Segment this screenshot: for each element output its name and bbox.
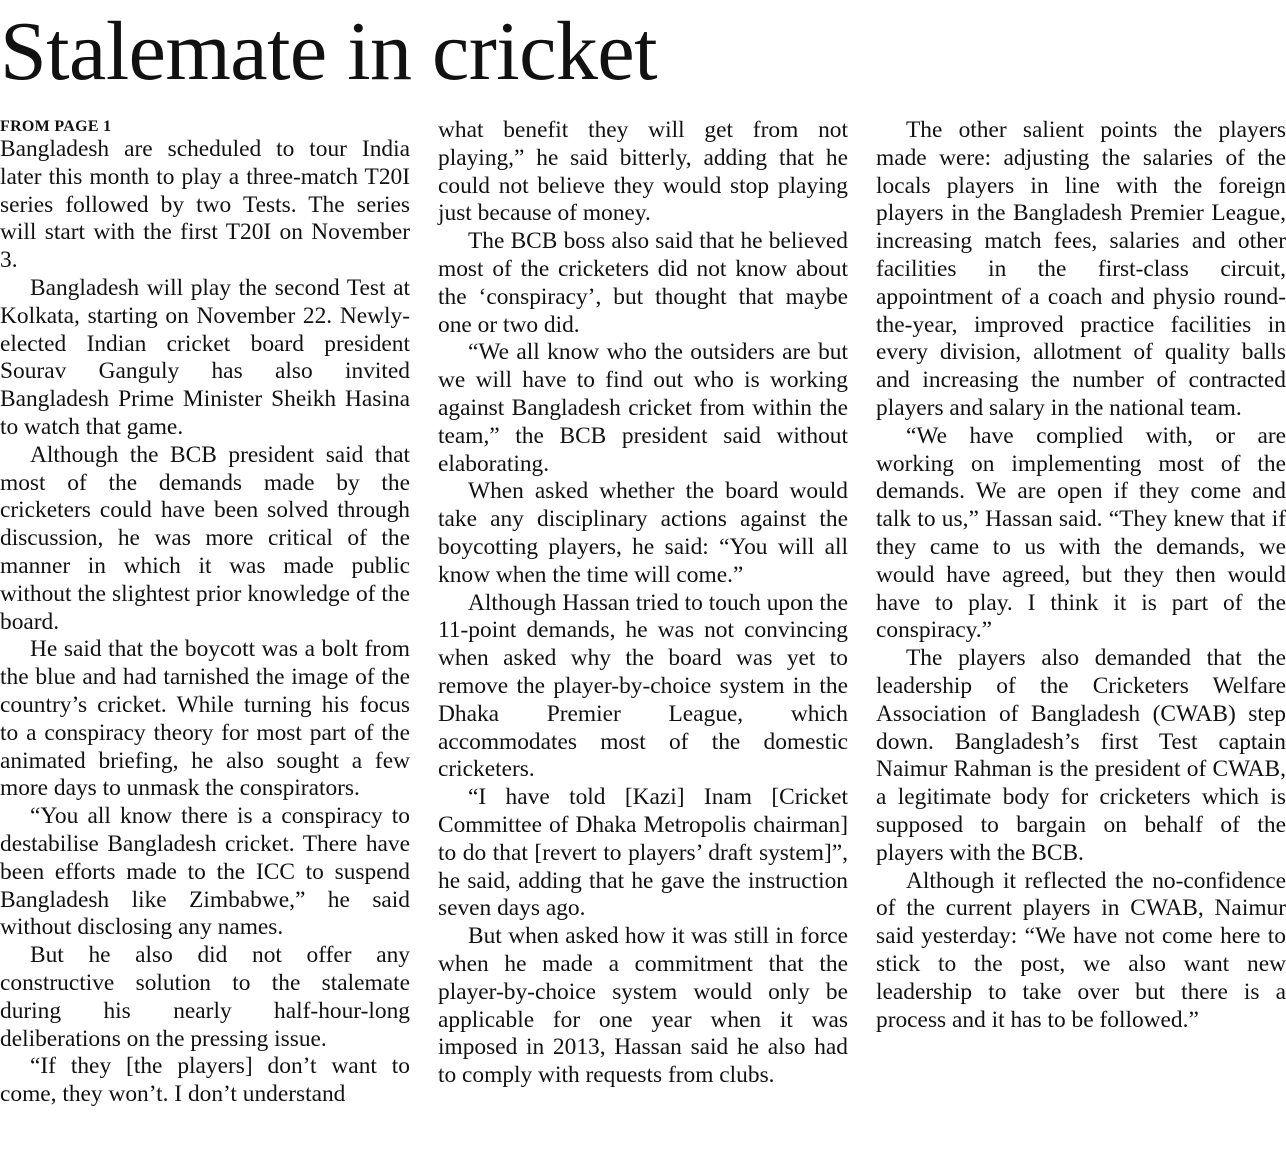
paragraph: Bangladesh will play the second Test at Kolkata, starting on November 22. Newly-elected Indian cricket board president Sourav Ganguly has also invited Bangladesh Prime Minister Sheikh Hasina to watch that game. [0, 274, 410, 440]
paragraph: When asked whether the board would take any disciplinary actions against the boycotting players, he said: “You will all know when the time will come.” [438, 478, 848, 588]
paragraph: “We have complied with, or are working on implementing most of the demands. We are open if they come and talk to us,” Hassan said. “They knew that if they came to us with the demands, we would have agreed, but they then would have to play. I think it is part of the conspiracy.” [876, 422, 1286, 644]
paragraph: Although the BCB president said that most of the demands made by the cricketers could have been solved through discussion, he was more critical of the manner in which it was made public without the slightest prior knowledge of the board. [0, 441, 410, 635]
article-column-3 [876, 117, 1286, 1034]
paragraph: But he also did not offer any constructive solution to the stalemate during his nearly half-hour-long deliberations on the pressing issue. [0, 942, 410, 1052]
paragraph: But when asked how it was still in force when he made a commitment that the player-by-choice system would only be applicable for one year when it was imposed in 2013, Hassan said he also had to comply with requests from clubs. [438, 923, 848, 1089]
paragraph: Although Hassan tried to touch upon the 11-point demands, he was not convincing when asked why the board was yet to remove the player-by-choice system in the Dhaka Premier League, which accommodates most of the domestic cricketers. [438, 589, 848, 783]
paragraph: “We all know who the outsiders are but we will have to find out who is working against Bangladesh cricket from within the team,” the BCB president said without elaborating. [438, 339, 848, 477]
paragraph: Although it reflected the no-confidence of the current players in CWAB, Naimur said yesterday: “We have not come here to stick to the post, we also want new leadership to take over but there is a process and it has to be followed.” [876, 867, 1286, 1033]
paragraph: “I have told [Kazi] Inam [Cricket Committee of Dhaka Metropolis chairman] to do that [revert to players’ draft system]”, he said, adding that he gave the instruction seven days ago. [438, 784, 848, 922]
article-column-2 [438, 117, 848, 1090]
paragraph: “If they [the players] don’t want to come, they won’t. I don’t understand [0, 1053, 410, 1108]
paragraph: “You all know there is a conspiracy to destabilise Bangladesh cricket. There have been efforts made to the ICC to suspend Bangladesh like Zimbabwe,” he said without disclosing any names. [0, 803, 410, 941]
dateline: FROM PAGE 1 [0, 118, 112, 135]
paragraph: Bangladesh are scheduled to tour India later this month to play a three-match T20I series followed by two Tests. The series will start with the first T20I on November 3. [0, 136, 410, 274]
paragraph: He said that the boycott was a bolt from the blue and had tarnished the image of the country’s cricket. While turning his focus to a conspiracy theory for most part of the animated briefing, he also sought a few more days to unmask the conspirators. [0, 636, 410, 802]
article-headline: Stalemate in cricket [0, 5, 658, 98]
paragraph: The BCB boss also said that he believed most of the cricketers did not know about the ‘conspiracy’, but thought that maybe one or two did. [438, 228, 848, 338]
paragraph: what benefit they will get from not playing,” he said bitterly, adding that he could not believe they would stop playing just because of money. [438, 117, 848, 227]
paragraph: The players also demanded that the leadership of the Cricketers Welfare Association of Bangladesh (CWAB) step down. Bangladesh’s first Test captain Naimur Rahman is the president of CWAB, a legitimate body for cricketers which is supposed to bargain on behalf of the players with the BCB. [876, 645, 1286, 866]
paragraph: The other salient points the players made were: adjusting the salaries of the locals players in line with the foreign players in the Bangladesh Premier League, increasing match fees, salaries and other facilities in the first-class circuit, appointment of a coach and physio round-the-year, improved practice facilities in every division, allotment of quality balls and increasing the number of contracted players and salary in the national team. [876, 117, 1286, 421]
article-column-1 [0, 117, 410, 1109]
